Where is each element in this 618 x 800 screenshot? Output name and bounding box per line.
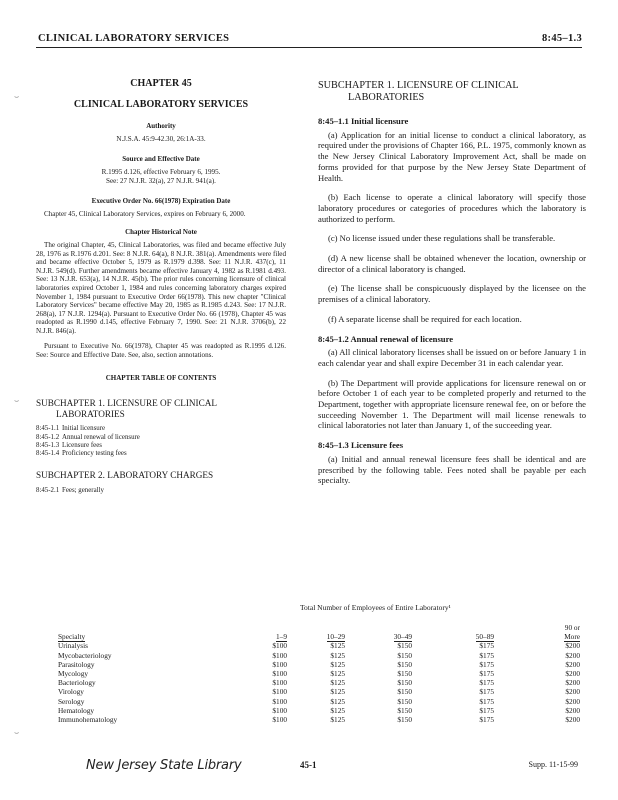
fee-cell: $175 [479,641,494,651]
specialty-cell: Mycology [58,668,88,678]
table-header-row [58,632,586,641]
table-row [58,641,586,650]
toc-subchapter-2: SUBCHAPTER 2. LABORATORY CHARGES [36,470,214,481]
table-row [58,715,586,724]
fee-cell: $175 [479,705,494,715]
subchapter-heading-line-1: SUBCHAPTER 1. LICENSURE OF CLINICAL [318,80,519,91]
authority-heading: Authority [146,122,176,131]
toc-item[interactable]: 8:45-1.2 Annual renewal of licensure [36,433,140,441]
section-1-2-a: (a) All clinical laboratory licenses shall be issued on or before January 1 in each calendar year and shall expire December 31 in each calendar year. [318,347,586,368]
fee-cell: $175 [479,678,494,688]
header-cell-top: 90 or [564,623,580,632]
section-1-1-c: (c) No license issued under these regulations shall be transferable. [328,233,556,244]
table-body [58,641,586,724]
section-1-1-heading: 8:45–1.1 Initial licensure [318,116,409,126]
margin-mark: ⌣ [14,728,20,737]
specialty-cell: Bacteriology [58,678,96,688]
fee-cell: $200 [565,714,580,724]
fee-cell: $150 [397,687,412,697]
fee-cell: $200 [565,687,580,697]
fee-cell: $125 [330,696,345,706]
fee-cell: $100 [272,650,287,660]
section-1-2-heading: 8:45–1.2 Annual renewal of licensure [318,333,454,344]
fee-cell: $150 [397,641,412,651]
fee-cell: $100 [272,678,287,688]
margin-mark: ⌣ [14,396,20,405]
fee-cell: $150 [397,705,412,715]
toc-list-1 [36,425,286,458]
toc-subchapter-1-line-1: SUBCHAPTER 1. LICENSURE OF CLINICAL [36,398,217,409]
specialty-cell: Virology [58,687,84,697]
subchapter-heading [318,80,586,104]
fee-cell: $175 [479,650,494,660]
table-row [58,669,586,678]
chapter-title: CLINICAL LABORATORY SERVICES [73,98,249,110]
running-header [38,33,582,47]
fee-cell: $200 [565,705,580,715]
table-row [58,697,586,706]
fee-cell: $150 [397,678,412,688]
history-heading: Chapter Historical Note [125,228,197,237]
toc-item[interactable]: 8:45-1.4 Proficiency testing fees [36,450,127,458]
table-row [58,660,586,669]
authority-text: N.J.S.A. 45:9-42.30, 26:1A-33. [116,134,206,143]
right-column [318,80,586,495]
table-top-row [58,623,586,632]
fee-cell: $125 [330,641,345,651]
section-1-1-b: (b) Each license to operate a clinical laboratory will specify those laboratory procedures or categories of procedures which the laboratory is authorized to perform. [318,192,586,224]
fee-cell: $150 [397,714,412,724]
fee-cell: $200 [565,641,580,651]
source-text-2: See: 27 N.J.R. 32(a), 27 N.J.R. 941(a). [106,176,216,185]
fee-cell: $125 [330,714,345,724]
section-1-1-e: (e) The license shall be conspicuously displayed by the licensee on the premises of a clinical laboratory. [318,283,586,305]
toc-item[interactable]: 8:45-1.3 Licensure fees [36,441,102,449]
header-section: 8:45–1.3 [541,33,582,44]
section-1-2-b: (b) The Department will provide applications for licensure renewal on or before October 1 of each year to be completed properly and returned to the Department, together with appropriate licensure renewal fee, on or before the succeeding November 1. The Department will mail license renewals to clinical laboratories not later than January 1, of the succeeding year. [318,377,586,431]
fee-cell: $125 [330,678,345,688]
header-cell: More [564,632,580,642]
margin-mark: ⌣ [14,92,20,101]
fee-cell: $175 [479,687,494,697]
table-row [58,678,586,687]
left-column [36,80,286,495]
fee-cell: $150 [397,696,412,706]
header-cell: Specialty [58,632,86,642]
toc-subchapter-1-line-2: LABORATORIES [56,408,125,419]
chapter-number: CHAPTER 45 [130,78,192,89]
fee-cell: $175 [479,668,494,678]
fee-cell: $125 [330,650,345,660]
section-1-1-d: (d) A new license shall be obtained whenever the location, ownership or director of a clinical laboratory is changed. [318,253,586,274]
fee-cell: $200 [565,650,580,660]
table-caption: Total Number of Employees of Entire Laboratory¹ [300,603,451,612]
table-row [58,651,586,660]
fee-cell: $100 [272,687,287,697]
fee-cell: $125 [330,705,345,715]
history-paragraph-1: The original Chapter, 45, Clinical Laboratories, was filed and became effective July 28, 1976 as R.1976 d.201. See: 8 N.J.R. 64(a), 8 N.J.R. 381(a). Amendments were filed and became effective October 5, 1979 as R.1979 d.398. See: 11 N.J.R. 437(c), 11 N.J.R. 549(d). Further amendments became effective January 4, 1982 as R.1981 d.493. See: 13 N.J.R. 653(a), 14 N.J.R. 45(b). The prior rules concerning licensure of clinical laboratories expired October 1, 1984 and rules concerning laboratory charges expired November 1, 1984 pursuant to Executive Order 66(1978). This new chapter "Clinical Laboratory Services" became effective May 20, 1985 as R.1985 d.243. See: 17 N.J.R. 268(a), 17 N.J.R. 1294(a). Pursuant to Executive Order No. 66 (1978), Chapter 45 was readopted as R.1990 d.145, effective February 7, 1990. See: 21 N.J.R. 3706(b), 22 N.J.R. 846(a). [36,240,286,335]
toc-list-2 [36,487,286,495]
fee-cell: $200 [565,696,580,706]
fee-cell: $125 [330,668,345,678]
source-text-1: R.1995 d.126, effective February 6, 1995. [101,167,221,176]
header-cell: 50–89 [475,632,494,642]
history-paragraph-2: Pursuant to Executive No. 66(1978), Chapter 45 was readopted as R.1995 d.126. See: Source and Effective Date. See, also, section annotations. [36,342,286,360]
fee-cell: $175 [479,696,494,706]
fee-cell: $200 [565,678,580,688]
table-row [58,706,586,715]
header-cell: 1–9 [276,632,287,642]
specialty-cell: Immunohematology [58,714,118,724]
header-cell: 30–49 [393,632,412,642]
section-1-1-a: (a) Application for an initial license to conduct a clinical laboratory, as required under the provisions of Chapter 166, P.L. 1975, commonly known as the New Jersey Clinical Laboratory Improvement Act, shall be made on forms provided for that purpose by the New Jersey State Department of Health. [318,129,586,183]
fee-cell: $150 [397,668,412,678]
specialty-cell: Mycobacteriology [58,650,112,660]
header-rule [36,47,582,48]
fee-cell: $100 [272,668,287,678]
specialty-cell: Hematology [58,705,95,715]
specialty-cell: Urinalysis [58,641,88,651]
fee-cell: $200 [565,659,580,669]
fee-cell: $125 [330,659,345,669]
page-footer [0,758,618,778]
specialty-cell: Parasitology [58,659,95,669]
fee-cell: $100 [272,659,287,669]
fee-cell: $175 [479,659,494,669]
toc-subchapter-1 [36,398,286,419]
fee-cell: $100 [272,714,287,724]
page-number: 45-1 [300,760,317,770]
toc-item[interactable]: 8:45-2.1 Fees; generally [36,486,104,494]
fee-table [58,623,586,724]
fee-cell: $200 [565,668,580,678]
section-1-1-f: (f) A separate license shall be required for each location. [328,313,522,324]
fee-cell: $100 [272,705,287,715]
toc-heading: CHAPTER TABLE OF CONTENTS [105,373,217,382]
table-row [58,687,586,696]
subchapter-heading-line-2: LABORATORIES [348,92,425,103]
fee-cell: $175 [479,714,494,724]
library-stamp: New Jersey State Library [86,758,242,773]
source-heading: Source and Effective Date [122,155,200,164]
section-1-3-heading: 8:45–1.3 Licensure fees [318,440,404,451]
header-cell: 10–29 [326,632,345,642]
specialty-cell: Serology [58,696,85,706]
fee-cell: $100 [272,696,287,706]
fee-cell: $100 [272,641,287,651]
eo-text: Chapter 45, Clinical Laboratory Services, expires on February 6, 2000. [44,209,246,218]
toc-item[interactable]: 8:45-1.1 Initial licensure [36,425,106,433]
fee-cell: $150 [397,659,412,669]
header-title: CLINICAL LABORATORY SERVICES [38,33,230,44]
section-1-3-a: (a) Initial and annual renewal licensure fees shall be identical and are prescribed by the following table. Fees noted shall be payable per each specialty. [318,453,586,486]
supplement-date: Supp. 11-15-99 [528,760,578,769]
fee-cell: $125 [330,687,345,697]
fee-cell: $150 [397,650,412,660]
eo-heading: Executive Order No. 66(1978) Expiration Date [91,197,231,206]
